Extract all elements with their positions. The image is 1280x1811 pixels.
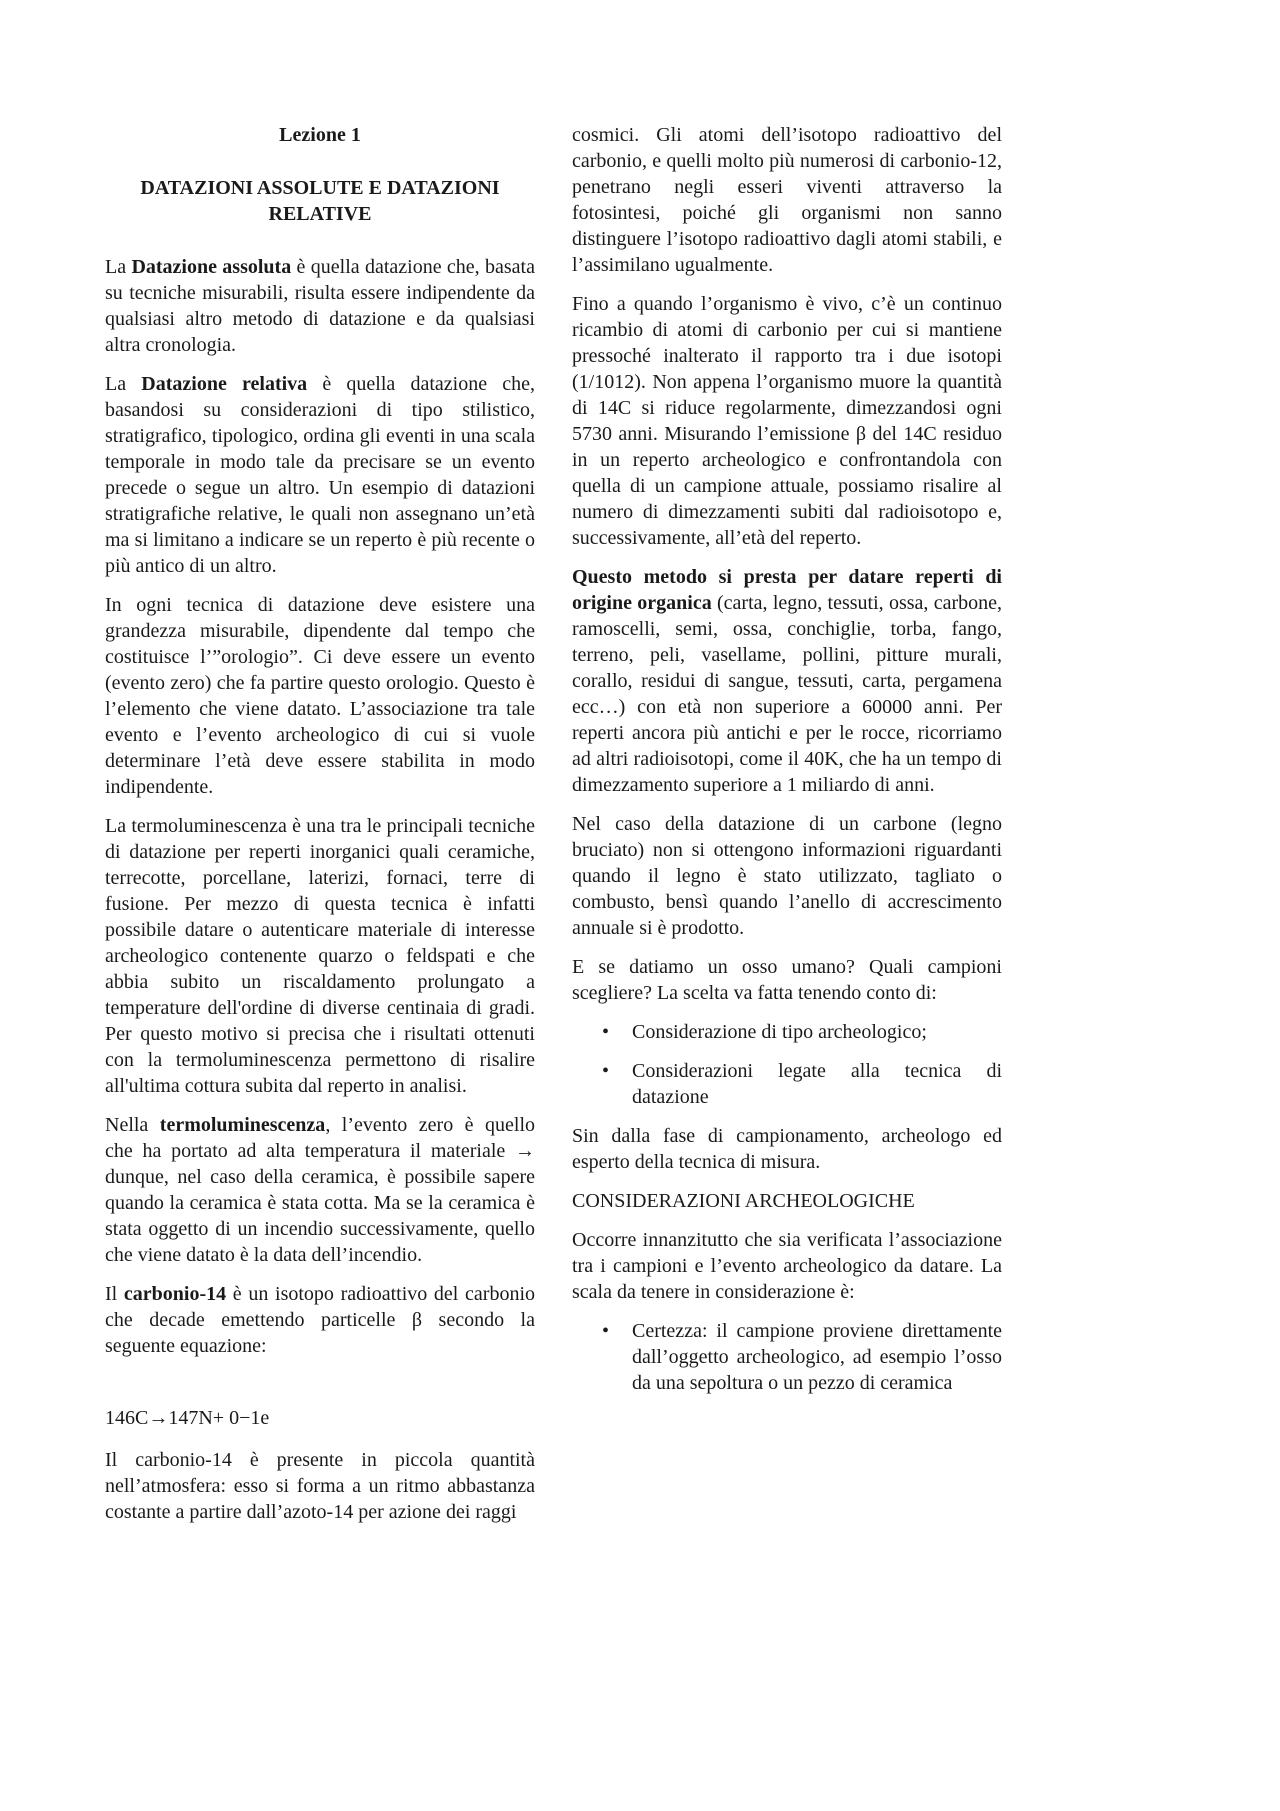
text-run: DATAZIONI ASSOLUTE E DATAZIONI RELATIVE [140,177,500,225]
list-item-text [632,1318,1002,1396]
paragraph [105,371,535,579]
paragraph [105,254,535,358]
bold-text-run: Questo metodo si presta per datare reperti di origine organica [572,566,1002,614]
paragraph [572,564,1002,798]
paragraph [572,811,1002,941]
bullet-marker: • [602,1320,610,1342]
equation [105,1405,535,1431]
bold-text-run: Datazione assoluta [131,256,292,278]
bold-text-run: carbonio-14 [123,1283,227,1305]
text-run: In ogni tecnica di datazione deve esistere una grandezza misurabile, dipendente dal tempo che costituisce l’”orologio”. Ci deve essere un evento (evento zero) che fa partire questo orologio. Questo è l’elemento che viene datato. L’associazione tra tale evento e l’evento archeologico di cui si vuole determinare l’età deve essere stabilita in modo indipendente. [105,594,535,798]
text-run: Il carbonio-14 è presente in piccola quantità nell’atmosfera: esso si forma a un ritmo abbastanza costante a partire dall’azoto-14 per azione dei raggi [105,1449,535,1523]
text-run: è quella datazione che, basata su tecniche misurabili, risulta essere indipendente da qualsiasi altro metodo di datazione e da qualsiasi altra cronologia. [105,256,535,356]
text-run: , l’evento zero è quello che ha portato ad alta temperatura il materiale → dunque, nel caso della ceramica, è possibile sapere quando la ceramica è stata cotta. Ma se la ceramica è stata oggetto di un incendio successivamente, quello che viene datato è la data dell’incendio. [105,1114,536,1266]
doc-heading [105,175,535,227]
text-run: Sin dalla fase di campionamento, archeologo ed esperto della tecnica di misura. [572,1125,1002,1173]
list-item [572,1019,1002,1045]
text-run: Certezza: il campione proviene direttamente dall’oggetto archeologico, ad esempio l’osso da una sepoltura o un pezzo di ceramica [632,1320,1002,1394]
text-run: è quella datazione che, basandosi su considerazioni di tipo stilistico, stratigrafico, tipologico, ordina gli eventi in una scala temporale in modo tale da precisare se un evento precede o segue un altro. Un esempio di datazioni stratigrafiche relative, le quali non assegnano un’età ma si limitano a indicare se un reperto è più recente o più antico di un altro. [105,373,536,577]
paragraph [105,1112,535,1268]
text-run: Occorre innanzitutto che sia verificata l’associazione tra i campioni e l’evento archeologico da datare. La scala da tenere in considerazione è: [572,1229,1002,1303]
text-run: Lezione 1 [279,124,361,146]
paragraph [572,291,1002,551]
paragraph [572,1123,1002,1175]
paragraph [105,1281,535,1359]
bullet-marker: • [602,1021,610,1043]
text-run: La [105,256,132,278]
left-column [105,122,535,1538]
text-run: CONSIDERAZIONI ARCHEOLOGICHE [572,1190,915,1212]
doc-title [105,122,535,148]
paragraph [105,592,535,800]
text-run: Nel caso della datazione di un carbone (legno bruciato) non si ottengono informazioni riguardanti quando il legno è stato utilizzato, tagliato o combusto, bensì quando l’anello di accrescimento annuale si è prodotto. [572,813,1002,939]
text-run: 146C→147N+ 0−1e [105,1407,270,1429]
text-run: (carta, legno, tessuti, ossa, carbone, ramoscelli, semi, ossa, conchiglie, torba, fango, terreno, peli, vasellame, pollini, pitture murali, corallo, residui di sangue, tessuti, carta, pergamena ecc…) con età non superiore a 60000 anni. Per reperti ancora più antichi e per le rocce, ricorriamo ad altri radioisotopi, come il 40K, che ha un tempo di dimezzamento superiore a 1 miliardo di anni. [572,592,1002,796]
text-run: è un isotopo radioattivo del carbonio che decade emettendo particelle β secondo la seguente equazione: [105,1283,536,1357]
text-run: Considerazione di tipo archeologico; [632,1021,927,1043]
text-run: La termoluminescenza è una tra le principali tecniche di datazione per reperti inorganici quali ceramiche, terrecotte, porcellane, laterizi, fornaci, terre di fusione. Per mezzo di questa tecnica è infatti possibile datare o autenticare materiale di interesse archeologico contenente quarzo o feldspati e che abbia subito un riscaldamento prolungato a temperature dell'ordine di diverse centinaia di gradi. Per questo motivo si precisa che i risultati ottenuti con la termoluminescenza permettono di risalire all'ultima cottura subita dal reperto in analisi. [105,815,535,1097]
paragraph [572,1227,1002,1305]
bullet-marker: • [602,1060,610,1082]
paragraph [572,122,1002,278]
right-column [572,122,1002,1409]
list-item [572,1318,1002,1396]
paragraph [105,813,535,1099]
text-run: Il [105,1283,124,1305]
paragraph [105,1447,535,1525]
paragraph [572,954,1002,1006]
text-run: Considerazioni legate alla tecnica di datazione [632,1060,1002,1108]
text-run: Nella [105,1114,160,1136]
two-column-layout [105,122,1002,1538]
list-item [572,1058,1002,1110]
text-run: E se datiamo un osso umano? Quali campioni scegliere? La scelta va fatta tenendo conto di: [572,956,1002,1004]
text-run: cosmici. Gli atomi dell’isotopo radioattivo del carbonio, e quelli molto più numerosi di carbonio-12, penetrano negli esseri viventi attraverso la fotosintesi, poiché gli organismi non sanno distinguere l’isotopo radioattivo dagli atomi stabili, e l’assimilano ugualmente. [572,124,1002,276]
list-item-text [632,1058,1002,1110]
section-heading [572,1188,1002,1214]
list-item-text [632,1019,1002,1045]
bold-text-run: Datazione relativa [141,373,308,395]
text-run: La [105,373,142,395]
bold-text-run: termoluminescenza [159,1114,326,1136]
text-run: Fino a quando l’organismo è vivo, c’è un continuo ricambio di atomi di carbonio per cui si mantiene pressoché inalterato il rapporto tra i due isotopi (1/1012). Non appena l’organismo muore la quantità di 14C si riduce regolarmente, dimezzandosi ogni 5730 anni. Misurando l’emissione β del 14C residuo in un reperto archeologico e confrontandola con quella di un campione attuale, possiamo risalire al numero di dimezzamenti subiti dal radioisotopo e, successivamente, all’età del reperto. [572,293,1002,549]
